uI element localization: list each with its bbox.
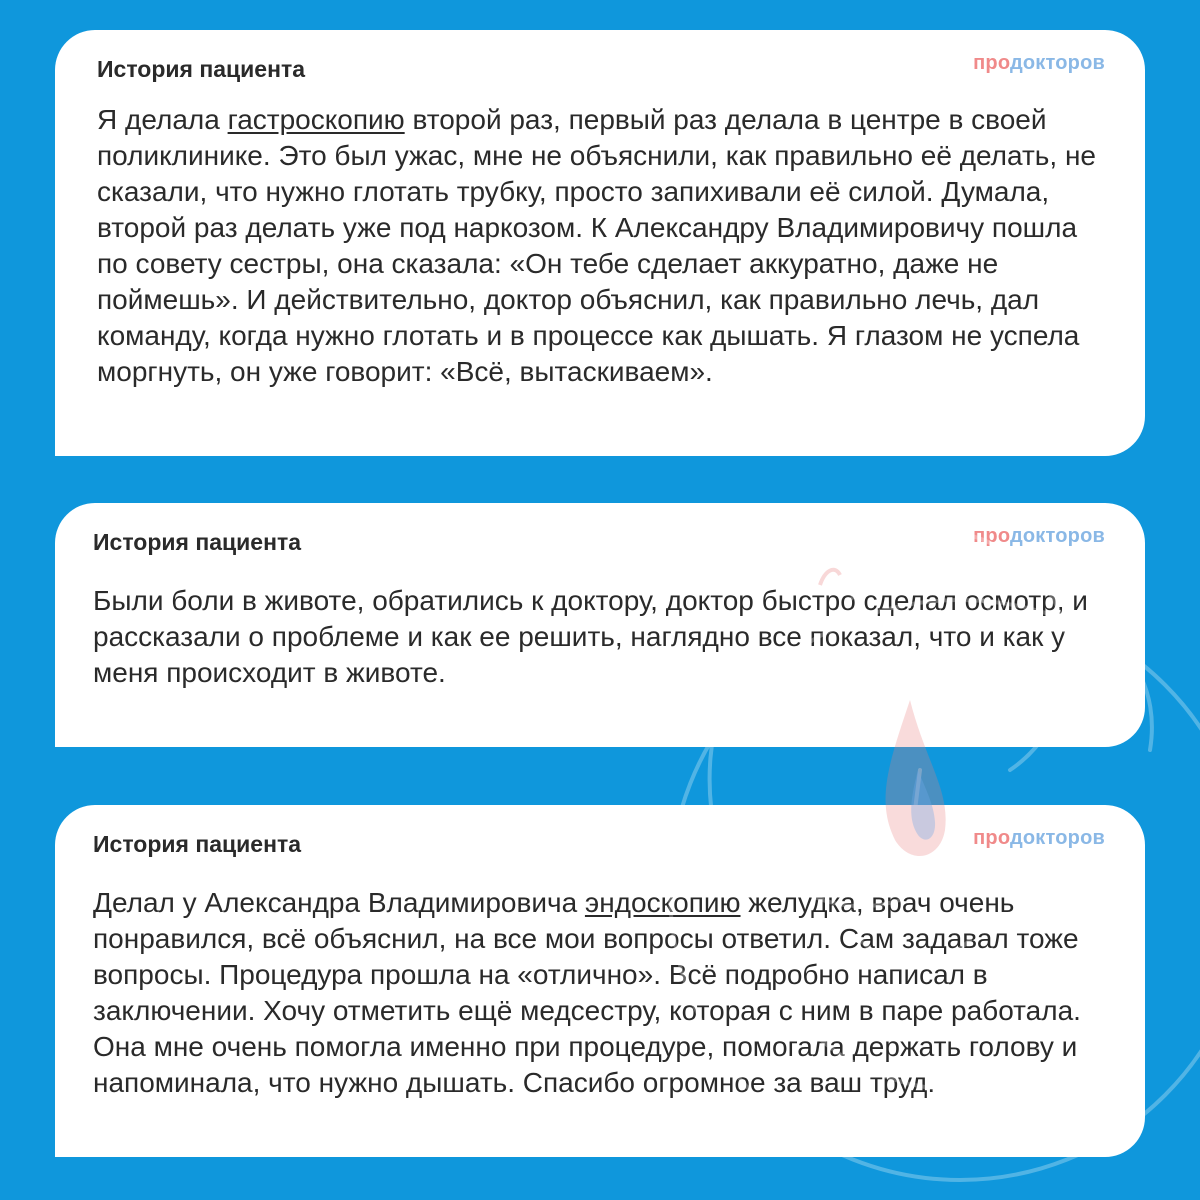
logo-part-doctors: докторов — [1010, 827, 1105, 849]
prodoctorov-logo — [973, 525, 1105, 548]
review-text: Были боли в животе, обратились к доктору, доктор быстро сделал осмотр, и рассказали о проблеме и как ее решить, наглядно все показал, что и как у меня происходит в животе. — [93, 585, 1088, 688]
review-header: История пациента — [93, 529, 302, 555]
prodoctorov-logo — [973, 52, 1105, 75]
endoscopy-link[interactable]: эндоскопию — [584, 887, 741, 918]
review-card-1 — [55, 30, 1145, 456]
review-text-part: Я делала — [97, 104, 228, 135]
logo-part-pro: про — [973, 525, 1010, 547]
logo-part-doctors: докторов — [1010, 525, 1105, 547]
review-card-2 — [55, 503, 1145, 747]
logo-part-doctors: докторов — [1010, 52, 1105, 74]
review-text — [93, 885, 1103, 1101]
review-card-3 — [55, 805, 1145, 1157]
review-header: История пациента — [93, 831, 302, 857]
review-text-part: второй раз, первый раз делала в центре в своей поликлинике. Это был ужас, мне не объяснили, как правильно её делать, не сказали, что нужно глотать трубку, просто запихивали её силой. Думала, второй раз делать уже под наркозом. К Александру Владимировичу пошла по совету сестры, она сказала: «Он тебе сделает аккуратно, даже не поймешь». И действительно, доктор объяснил, как правильно лечь, дал команду, когда нужно глотать и в процессе как дышать. Я глазом не успела моргнуть, он уже говорит: «Всё, вытаскиваем». — [97, 104, 1096, 387]
prodoctorov-logo — [973, 827, 1105, 850]
review-header: История пациента — [97, 56, 306, 82]
review-text-part: Делал у Александра Владимировича — [93, 887, 585, 918]
logo-part-pro: про — [973, 52, 1010, 74]
review-text-part: желудка, врач очень понравился, всё объяснил, на все мои вопросы ответил. Сам задавал тоже вопросы. Процедура прошла на «отлично». Всё подробно написал в заключении. Хочу отметить ещё медсестру, которая с ним в паре работала. Она мне очень помогла именно при процедуре, помогала держать голову и напоминала, что нужно дышать. Спасибо огромное за ваш труд. — [93, 887, 1081, 1098]
gastroscopy-link[interactable]: гастроскопию — [227, 104, 405, 135]
logo-part-pro: про — [973, 827, 1010, 849]
review-text — [97, 102, 1107, 390]
